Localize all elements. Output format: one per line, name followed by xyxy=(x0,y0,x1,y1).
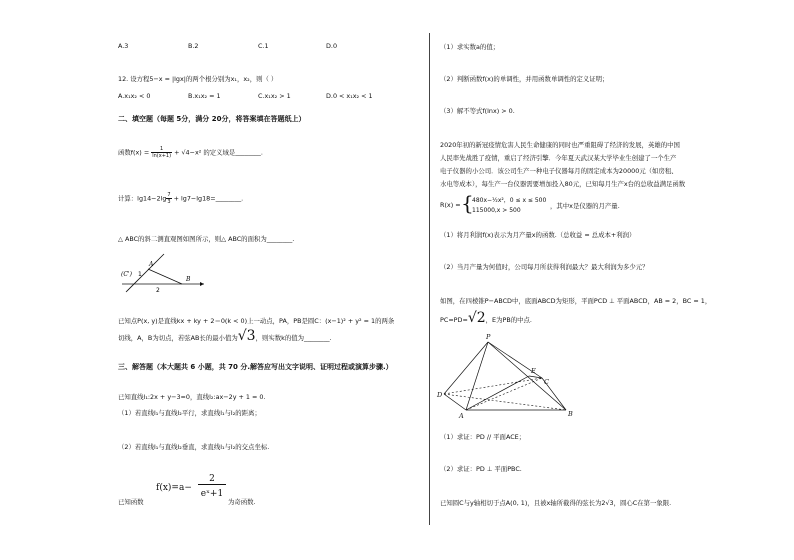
q12-option-b: B.x₁x₂ = 1 xyxy=(188,92,221,100)
q19-part1: （1）将月利润f(x)表示为月产量x的函数.（总收益 = 总成本+利润） xyxy=(440,231,636,239)
edge-pb xyxy=(488,342,566,410)
q18-part3: （3）解不等式f(lnx) > 0. xyxy=(440,107,515,115)
q13 xyxy=(118,146,263,159)
q18-part1: （1）求实数a的值； xyxy=(440,43,500,51)
q17-stem: 已知直线l₁:2x + y−3=0，直线l₂:ax−2y + 1 = 0. xyxy=(118,393,266,401)
q13-frac-den: ln(x+1) xyxy=(152,153,172,159)
fig20-label-e: E xyxy=(531,367,536,375)
q13-fraction xyxy=(151,146,172,159)
q17-part1: （1）若直线l₁与直线l₂平行，求直线l₁与l₂的距离； xyxy=(118,409,261,417)
q14-prefix: 计算：lg14−2lg xyxy=(118,194,167,203)
fig15-label-1: 1 xyxy=(138,271,142,278)
q19-r-suffix: ，其中x是仪器的月产量. xyxy=(550,202,620,210)
q13-prefix: 函数f(x) = xyxy=(118,148,150,157)
edge-pd xyxy=(444,342,488,394)
q18-part2: （2）判断函数f(x)的单调性，并用函数单调性的定义证明； xyxy=(440,75,609,83)
q14-frac-num: 7 xyxy=(167,192,171,198)
fig15-label-2: 2 xyxy=(156,287,160,294)
fig20-label-c: C xyxy=(544,378,549,386)
fig20-label-b: B xyxy=(568,410,573,418)
q20-pyramid-figure xyxy=(434,330,584,420)
q16-line1: 已知点P(x, y)是直线kx + ky + 2＝0(k < 0)上一动点，PA，PB是圆C：(x−1)² + y² = 1的两条 xyxy=(118,317,395,325)
q19-line1: 2020年初的新冠疫情危害人民生命健康的同时也严重阻碍了经济的发展，英雄的中国 xyxy=(440,141,680,149)
q16-line2-b: ，则实数k的值为________. xyxy=(255,334,332,342)
q20-sqrt: √2 xyxy=(467,310,486,326)
q21-stem: 已知圆C与y轴相切于点A(0, 1)，且被x轴所截得的弦长为2√3，圆心C在第一象限. xyxy=(440,499,672,507)
q20-line1: 如图，在四棱锥P−ABCD中，底面ABCD为矩形，平面PCD ⊥ 平面ABCD，AB = 2，BC = 1， xyxy=(440,297,712,305)
q12-stem: 12. 设方程5−x = |lgx|的两个根分别为x₁，x₂，则（ ） xyxy=(118,75,278,83)
fig20-label-p: P xyxy=(486,333,491,341)
q14-fraction xyxy=(166,192,171,205)
q19-line2: 人民率先战胜了疫情，重启了经济引擎．今年夏天武汉某大学毕业生创建了一个生产 xyxy=(440,154,677,162)
q12-option-c: C.x₁x₂ > 1 xyxy=(258,92,291,100)
fig20-label-a: A xyxy=(459,412,464,420)
column-divider xyxy=(429,33,430,525)
q20-part1: （1）求证：PD // 平面ACE； xyxy=(440,433,526,441)
fig15-label-a: A xyxy=(149,261,154,268)
q19-brace: { xyxy=(461,191,474,215)
q20-line2 xyxy=(440,310,532,326)
q20-line2-a: PC=PD= xyxy=(440,316,468,324)
q18-suffix: 为奇函数. xyxy=(228,498,256,506)
fig20-label-d: D xyxy=(437,391,443,399)
q19-case1: 480x−½x²，0 ≤ x ≤ 500 xyxy=(472,197,547,204)
q16-line2-a: 切线，A，B为切点，若弦AB长的最小值为 xyxy=(118,334,238,342)
q13-frac-num: 1 xyxy=(151,146,172,153)
q15-figure xyxy=(118,250,213,294)
edge-dc-hidden xyxy=(444,378,542,394)
fig15-label-b: B xyxy=(186,276,191,283)
q18-formula-left: f(x)=a− xyxy=(156,483,192,493)
q16-sqrt: √3 xyxy=(237,328,256,344)
q16-line2 xyxy=(118,328,332,344)
q19-line3: 电子仪器的小公司．该公司生产一种电子仪器每月的固定成本为20000元（如房租、 xyxy=(440,167,678,175)
q19-r-prefix: R(x) = xyxy=(440,201,461,209)
fig15-side-ab xyxy=(148,269,182,284)
q13-suffix: + √4−x² 的定义域是________. xyxy=(174,148,263,157)
fig15-label-c: (C') xyxy=(121,271,132,278)
q12-option-d: D.0 < x₁x₂ < 1 xyxy=(326,92,373,100)
q19-part2: （2）当月产量为何值时，公司每月所获得利润最大？最大利润为多少元？ xyxy=(440,263,649,271)
edge-da xyxy=(444,394,466,410)
q15-text: △ ABC的斜二测直观图如图所示，则△ ABC的面积为________. xyxy=(118,235,295,243)
q14-suffix: + lg7−lg18=________. xyxy=(173,194,244,203)
q11-option-d: D.0 xyxy=(326,42,338,50)
q18-prefix: 已知函数 xyxy=(118,498,144,506)
q11-option-a: A.3 xyxy=(118,42,129,50)
q17-part2: （2）若直线l₁与直线l₂垂直，求直线l₁与l₂的交点坐标. xyxy=(118,443,270,451)
q18-frac-num: 2 xyxy=(198,474,226,485)
q20-part2: （2）求证：PD ⊥ 平面PBC. xyxy=(440,465,522,473)
q18-frac-den: eˣ+1 xyxy=(200,489,224,499)
q19-case2: 115000,x > 500 xyxy=(472,207,521,214)
edge-ac-hidden xyxy=(466,378,542,410)
section-2-title: 二、填空题（每题 5分，满分 20分，将答案填在答题纸上） xyxy=(118,115,306,123)
section-3-title: 三、解答题（本大题共 6 小题，共 70 分.解答应写出文字说明、证明过程或演算步骤.） xyxy=(118,363,393,371)
q11-option-b: B.2 xyxy=(188,42,199,50)
q14 xyxy=(118,192,243,205)
q14-frac-den: 3 xyxy=(167,199,171,205)
q19-line4: 水电等成本），每生产一台仪器需要增加投入80元，已知每月生产x台的总收益满足函数 xyxy=(440,180,686,188)
q12-option-a: A.x₁x₂ < 0 xyxy=(118,92,151,100)
q20-line2-b: ，E为PB的中点. xyxy=(485,316,532,324)
q11-option-c: C.1 xyxy=(258,42,269,50)
fig15-arrow-x xyxy=(200,282,204,286)
